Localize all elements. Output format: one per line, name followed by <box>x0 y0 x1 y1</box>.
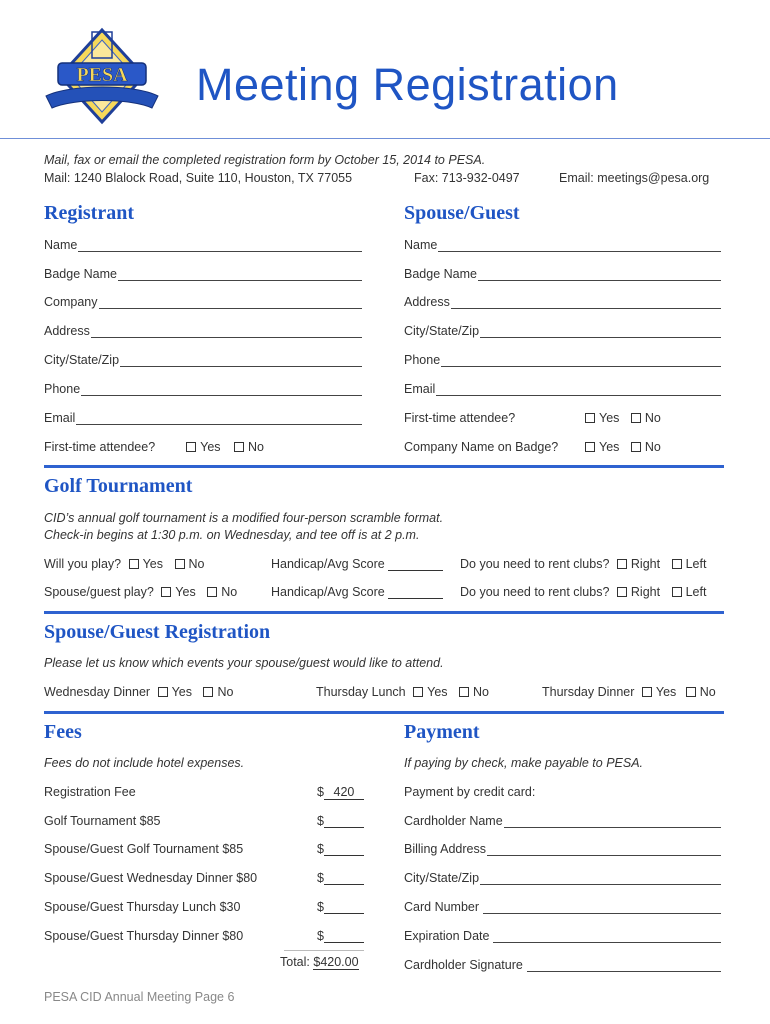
first-time-label: First-time attendee? <box>44 440 156 454</box>
fee-label: Spouse/Guest Thursday Lunch $30 <box>44 900 241 914</box>
intro-mail: Mail: 1240 Blalock Road, Suite 110, Houston, TX 77055 <box>44 171 353 185</box>
field-line[interactable] <box>487 843 721 856</box>
field-line[interactable] <box>120 354 362 367</box>
golf-description-1: CID’s annual golf tournament is a modified four-person scramble format. <box>44 511 444 525</box>
payment-credit-label: Payment by credit card: <box>404 785 536 799</box>
spouse-name-field[interactable] <box>404 238 721 252</box>
field-line[interactable] <box>436 383 721 396</box>
payment-heading: Payment <box>404 721 480 743</box>
fee-label: Spouse/Guest Thursday Dinner $80 <box>44 929 244 943</box>
golf-spouse-play <box>44 585 237 599</box>
checkbox-left[interactable] <box>672 587 682 597</box>
fee-amount-golf[interactable] <box>317 814 364 828</box>
fee-amount-thu-lunch[interactable] <box>317 900 364 914</box>
field-line[interactable] <box>483 901 721 914</box>
spouse-company-badge-options <box>581 440 661 454</box>
card-number-field[interactable] <box>404 900 721 914</box>
spouse-registration-heading: Spouse/Guest Registration <box>44 621 271 643</box>
handicap-line[interactable] <box>388 558 443 571</box>
fee-label: Spouse/Guest Golf Tournament $85 <box>44 842 244 856</box>
field-line[interactable] <box>478 268 721 281</box>
yes-label: Yes <box>175 585 196 599</box>
field-label: Phone <box>44 382 81 396</box>
golf-handicap-2[interactable] <box>271 585 443 599</box>
thursday-dinner-option <box>542 685 716 699</box>
total-divider <box>284 950 364 951</box>
spouse-city-field[interactable] <box>404 324 721 338</box>
fees-heading: Fees <box>44 721 82 743</box>
field-label: Email <box>404 382 436 396</box>
field-line[interactable] <box>527 959 721 972</box>
golf-description-2: Check-in begins at 1:30 p.m. on Wednesday, and tee off is at 2 p.m. <box>44 528 420 542</box>
field-label: Expiration Date <box>404 929 490 943</box>
thursday-lunch-option <box>316 685 489 699</box>
golf-heading: Golf Tournament <box>44 475 193 497</box>
left-label: Left <box>685 585 707 599</box>
checkbox-right[interactable] <box>617 559 627 569</box>
field-label: Badge Name <box>44 267 117 281</box>
field-label: Phone <box>404 353 441 367</box>
field-label: Cardholder Signature <box>404 958 523 972</box>
spouse-registration-description: Please let us know which events your spouse/guest would like to attend. <box>44 656 444 670</box>
total-row <box>280 955 359 969</box>
yes-label: Yes <box>655 685 677 699</box>
field-line[interactable] <box>504 815 721 828</box>
fees-note: Fees do not include hotel expenses. <box>44 756 245 770</box>
section-divider <box>44 465 724 468</box>
rent-clubs-label: Do you need to rent clubs? <box>460 585 610 599</box>
spouse-badge-name-field[interactable] <box>404 267 721 281</box>
spouse-first-time-options <box>581 411 661 425</box>
fee-amount-line[interactable] <box>324 815 364 828</box>
section-divider <box>44 611 724 614</box>
wednesday-dinner-option <box>44 685 233 699</box>
fee-amount-registration[interactable] <box>317 785 364 800</box>
yes-label: Yes <box>142 557 164 571</box>
fee-amount-line[interactable] <box>324 901 364 914</box>
right-label: Right <box>630 585 661 599</box>
checkbox-yes[interactable] <box>158 687 168 697</box>
intro-fax: Fax: 713-932-0497 <box>414 171 520 185</box>
handicap-line[interactable] <box>388 586 443 599</box>
fee-amount-wed-dinner[interactable] <box>317 871 364 885</box>
checkbox-yes[interactable] <box>161 587 171 597</box>
checkbox-yes[interactable] <box>186 442 196 452</box>
field-line[interactable] <box>493 930 721 943</box>
checkbox-yes[interactable] <box>585 442 595 452</box>
checkbox-right[interactable] <box>617 587 627 597</box>
thursday-lunch-label: Thursday Lunch <box>316 685 406 699</box>
intro-instructions: Mail, fax or email the completed registration form by October 15, 2014 to PESA. <box>44 153 486 167</box>
checkbox-yes[interactable] <box>129 559 139 569</box>
registrant-city-field[interactable] <box>44 353 362 367</box>
fee-amount-line[interactable] <box>324 843 364 856</box>
spouse-play-label: Spouse/guest play? <box>44 585 154 599</box>
field-label: Cardholder Name <box>404 814 503 828</box>
registrant-email-field[interactable] <box>44 411 362 425</box>
field-label: Billing Address <box>404 842 486 856</box>
will-play-label: Will you play? <box>44 557 122 571</box>
dollar-sign: $ <box>317 814 324 828</box>
fee-label: Golf Tournament $85 <box>44 814 161 828</box>
billing-address-field[interactable] <box>404 842 721 856</box>
no-label: No <box>188 557 205 571</box>
cardholder-name-field[interactable] <box>404 814 721 828</box>
fee-amount-line[interactable] <box>324 930 364 943</box>
spouse-address-field[interactable] <box>404 295 721 309</box>
spouse-company-badge-label: Company Name on Badge? <box>404 440 559 454</box>
field-line[interactable] <box>91 325 362 338</box>
checkbox-no[interactable] <box>203 687 213 697</box>
fee-label: Spouse/Guest Wednesday Dinner $80 <box>44 871 258 885</box>
yes-label: Yes <box>427 685 448 699</box>
dollar-sign: $ <box>317 842 324 856</box>
left-label: Left <box>685 557 707 571</box>
page-footer: PESA CID Annual Meeting Page 6 <box>44 990 235 1004</box>
field-line[interactable] <box>438 239 721 252</box>
checkbox-no[interactable] <box>207 587 217 597</box>
checkbox-no[interactable] <box>234 442 244 452</box>
page-title: Meeting Registration <box>196 59 619 110</box>
no-label: No <box>217 685 234 699</box>
yes-label: Yes <box>200 440 221 454</box>
field-label: Card Number <box>404 900 480 914</box>
spouse-first-time-label: First-time attendee? <box>404 411 516 425</box>
dollar-sign: $ <box>317 785 324 799</box>
expiration-date-field[interactable] <box>404 929 721 943</box>
yes-label: Yes <box>171 685 192 699</box>
spouse-phone-field[interactable] <box>404 353 721 367</box>
registrant-company-field[interactable] <box>44 295 362 309</box>
golf-handicap-1[interactable] <box>271 557 443 571</box>
checkbox-yes[interactable] <box>642 687 652 697</box>
field-line[interactable] <box>441 354 721 367</box>
checkbox-yes[interactable] <box>413 687 423 697</box>
spouse-email-field[interactable] <box>404 382 721 396</box>
right-label: Right <box>630 557 661 571</box>
field-label: Address <box>44 324 90 338</box>
field-line[interactable] <box>81 383 362 396</box>
field-label: City/State/Zip <box>404 871 480 885</box>
dollar-sign: $ <box>317 929 324 943</box>
pesa-logo-graphic <box>40 26 165 126</box>
wednesday-dinner-label: Wednesday Dinner <box>44 685 151 699</box>
field-label: Address <box>404 295 450 309</box>
yes-label: Yes <box>599 440 620 454</box>
no-label: No <box>221 585 238 599</box>
no-label: No <box>644 411 661 425</box>
no-label: No <box>644 440 661 454</box>
handicap-label: Handicap/Avg Score <box>271 557 385 571</box>
field-line[interactable] <box>99 296 363 309</box>
registrant-address-field[interactable] <box>44 324 362 338</box>
intro-email: Email: meetings@pesa.org <box>559 171 710 185</box>
fee-amount-value[interactable]: 420 <box>324 785 364 800</box>
checkbox-no[interactable] <box>631 442 641 452</box>
fee-amount-thu-dinner[interactable] <box>317 929 364 943</box>
fee-label: Registration Fee <box>44 785 136 799</box>
field-line[interactable] <box>118 268 362 281</box>
field-label: Badge Name <box>404 267 477 281</box>
registrant-heading: Registrant <box>44 202 134 224</box>
cardholder-signature-field[interactable] <box>404 958 721 972</box>
field-line[interactable] <box>480 872 721 885</box>
golf-rent-clubs-2 <box>460 585 706 599</box>
checkbox-no[interactable] <box>175 559 185 569</box>
dollar-sign: $ <box>317 871 324 885</box>
field-label: Name <box>44 238 78 252</box>
field-line[interactable] <box>480 325 721 338</box>
billing-city-field[interactable] <box>404 871 721 885</box>
total-label: Total: <box>280 955 310 969</box>
spouse-heading: Spouse/Guest <box>404 202 520 224</box>
field-label: City/State/Zip <box>44 353 120 367</box>
field-label: City/State/Zip <box>404 324 480 338</box>
checkbox-left[interactable] <box>672 559 682 569</box>
no-label: No <box>248 440 265 454</box>
header-rule <box>0 138 770 139</box>
no-label: No <box>473 685 489 699</box>
no-label: No <box>699 685 716 699</box>
dollar-sign: $ <box>317 900 324 914</box>
payment-note: If paying by check, make payable to PESA. <box>404 756 644 770</box>
registrant-phone-field[interactable] <box>44 382 362 396</box>
logo-text: PESA <box>76 64 128 86</box>
field-line[interactable] <box>451 296 721 309</box>
fee-amount-spouse-golf[interactable] <box>317 842 364 856</box>
checkbox-no[interactable] <box>686 687 696 697</box>
thursday-dinner-label: Thursday Dinner <box>542 685 635 699</box>
yes-label: Yes <box>599 411 620 425</box>
field-label: Company <box>44 295 98 309</box>
checkbox-no[interactable] <box>631 413 641 423</box>
checkbox-no[interactable] <box>459 687 469 697</box>
total-value[interactable]: $420.00 <box>313 955 359 969</box>
handicap-label: Handicap/Avg Score <box>271 585 385 599</box>
pesa-logo <box>40 26 165 126</box>
golf-rent-clubs-1 <box>460 557 706 571</box>
registrant-badge-name-field[interactable] <box>44 267 362 281</box>
field-label: Email <box>44 411 76 425</box>
checkbox-yes[interactable] <box>585 413 595 423</box>
registrant-first-time <box>44 440 264 454</box>
field-line[interactable] <box>76 412 362 425</box>
golf-will-play <box>44 557 204 571</box>
field-line[interactable] <box>78 239 362 252</box>
fee-amount-line[interactable] <box>324 872 364 885</box>
registrant-name-field[interactable] <box>44 238 362 252</box>
section-divider <box>44 711 724 714</box>
rent-clubs-label: Do you need to rent clubs? <box>460 557 610 571</box>
field-label: Name <box>404 238 438 252</box>
